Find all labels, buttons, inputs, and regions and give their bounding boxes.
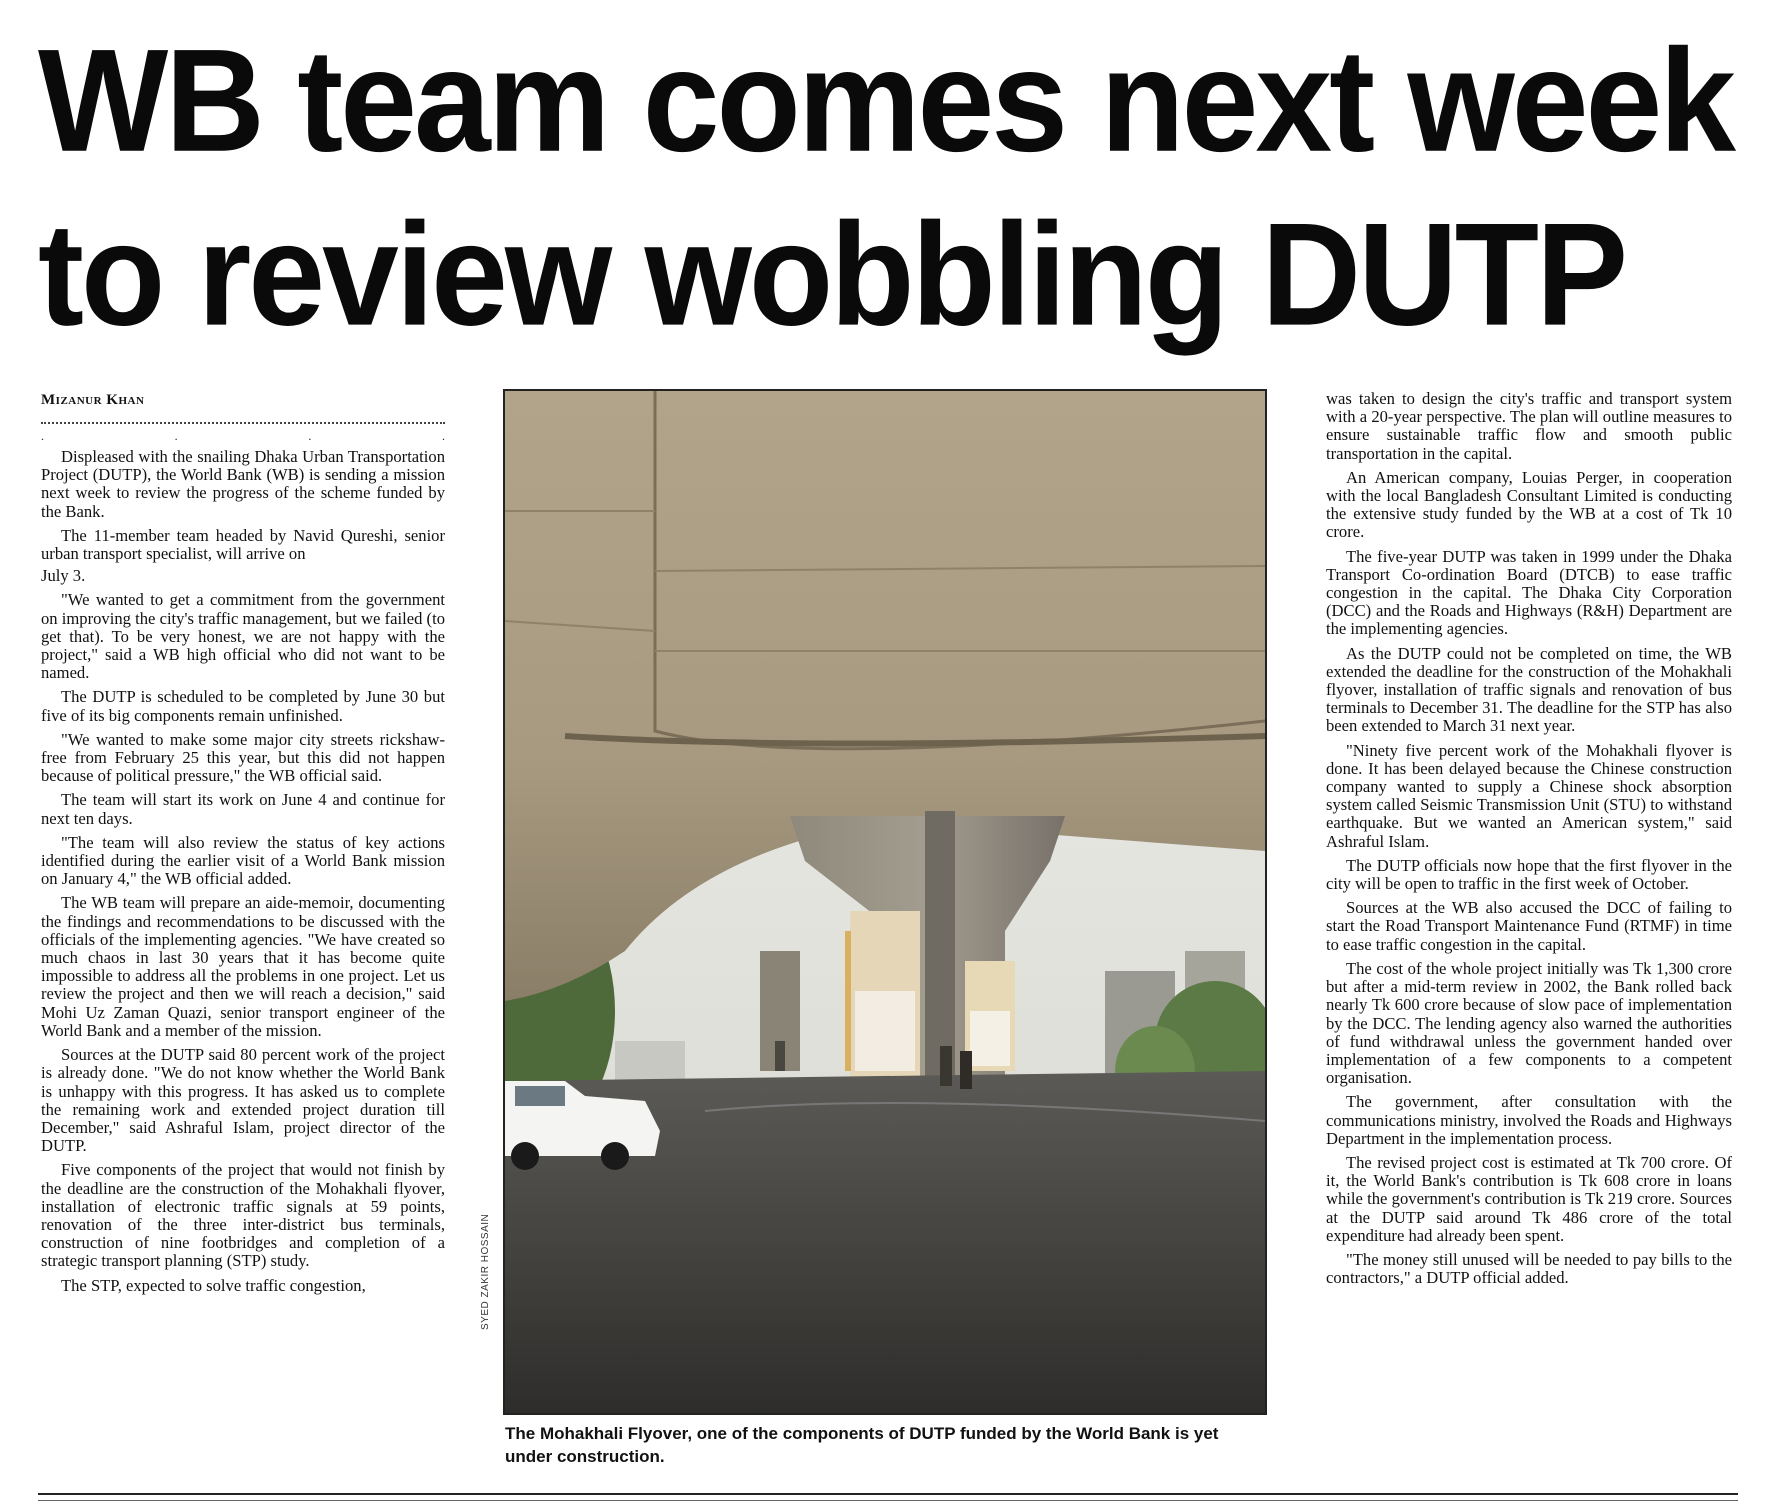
paragraph: The government, after consultation with the communications ministry, involved the Roads and Highways Department in the implementation process. bbox=[1326, 1092, 1732, 1148]
paragraph: "We wanted to get a commitment from the government on improving the city's traffic management, but we failed (to get that). To be very honest, we are not happy with the project," said a WB high official who did not want to be named. bbox=[41, 590, 445, 683]
paragraph: The STP, expected to solve traffic congestion, bbox=[61, 1275, 366, 1295]
headline bbox=[38, 14, 1738, 362]
paragraph: An American company, Louias Perger, in cooperation with the local Bangladesh Consultant Limited is conducting the extensive study funded by the WB at a cost of Tk 10 crore. bbox=[1326, 467, 1732, 542]
paragraph: The DUTP officials now hope that the first flyover in the city will be open to traffic in the first week of October. bbox=[1326, 855, 1732, 894]
paragraph: The WB team will prepare an aide-memoir, documenting the findings and recommendations to be discussed with the officials of the implementing agencies. "We have created so much chaos in last 30 years that it has become quite impossible to address all the problems in one project. Let us review the project and then we will reach a decision," said Mohi Uz Zaman Quazi, senior transport engineer of the World Bank and a member of the mission. bbox=[41, 893, 445, 1040]
paragraph: was taken to design the city's traffic and transport system with a 20-year perspective. The plan will outline measures to ensure sustainable traffic flow and smooth public transportation in the capital. bbox=[1326, 389, 1732, 463]
photo-caption: The Mohakhali Flyover, one of the components of DUTP funded by the World Bank is yet under construction. bbox=[505, 1424, 1219, 1466]
paragraph: The 11-member team headed by Navid Qureshi, senior urban transport specialist, will arrive on bbox=[41, 525, 445, 564]
paragraph: Five components of the project that would not finish by the deadline are the construction of the Mohakhali flyover, installation of electronic traffic signals at 59 points, renovation of the three inter-district bus terminals, construction of nine footbridges and completion of a strategic transport planning (STP) study. bbox=[41, 1160, 445, 1271]
paragraph: "We wanted to make some major city streets rickshaw-free from February 25 this year, but this did not happen because of political pressure," the WB official said. bbox=[41, 729, 445, 786]
paragraph: As the DUTP could not be completed on time, the WB extended the deadline for the construction of the Mohakhali flyover, installation of traffic signals and renovation of bus terminals to December 31. The deadline for the STP has also been extended to March 31 next year. bbox=[1326, 643, 1732, 736]
flyover-photo bbox=[503, 389, 1267, 1415]
article-column-3 bbox=[1326, 390, 1732, 1293]
byline-dots: . . . . bbox=[41, 429, 445, 443]
paragraph: July 3. bbox=[41, 566, 86, 586]
paragraph: The team will start its work on June 4 and continue for next ten days. bbox=[41, 790, 445, 828]
paragraph: The cost of the whole project initially was Tk 1,300 crore but after a mid-term review in 2002, the Bank rolled back nearly Tk 600 crore because of slow pace of implementation by the DCC. The lending agency also warned the authorities of fund withdrawal unless the government handed over implementation of a few components to a competent organisation. bbox=[1326, 958, 1732, 1088]
paragraph: "The team will also review the status of key actions identified during the earlier visit of a World Bank mission on January 4," the WB official added. bbox=[41, 832, 445, 889]
byline: Mizanur Khan bbox=[41, 392, 145, 408]
paragraph: "The money still unused will be needed to pay bills to the contractors," a DUTP official added. bbox=[1326, 1249, 1732, 1288]
paragraph: "Ninety five percent work of the Mohakhali flyover is done. It has been delayed because the Chinese construction company wanted to supply a Chinese shock absorption system called Seismic Transmission Unit (STU) to withstand earthquake. But we wanted an American system," said Ashraful Islam. bbox=[1326, 740, 1732, 851]
paragraph: The revised project cost is estimated at Tk 700 crore. Of it, the World Bank's contribution is Tk 608 crore in loans while the government's contribution is Tk 219 crore. Sources at the DUTP said around Tk 486 crore of the total expenditure had already been spent. bbox=[1326, 1152, 1732, 1245]
byline-divider bbox=[41, 422, 445, 426]
paragraph: Sources at the DUTP said 80 percent work of the project is already done. "We do not know whether the World Bank is unhappy with this progress. It has asked us to complete the remaining work and extended project duration till December," said Ashraful Islam, project director of the DUTP. bbox=[41, 1045, 445, 1156]
paragraph: The DUTP is scheduled to be completed by June 30 but five of its big components remain unfinished. bbox=[41, 687, 445, 725]
article-column-1 bbox=[41, 448, 445, 1301]
paragraph: The five-year DUTP was taken in 1999 under the Dhaka Transport Co-ordination Board (DTCB) to ease traffic congestion in the capital. The Dhaka City Corporation (DCC) and the Roads and Highways (R&H) Department are the implementing agencies. bbox=[1326, 546, 1732, 639]
photo-credit: SYED ZAKIR HOSSAIN bbox=[480, 1213, 491, 1330]
bottom-rule-thin bbox=[38, 1500, 1738, 1501]
bottom-rule bbox=[38, 1493, 1738, 1495]
paragraph: Displeased with the snailing Dhaka Urban Transportation Project (DUTP), the World Bank (WB) is sending a mission next week to review the progress of the scheme funded by the Bank. bbox=[41, 447, 445, 521]
headline-line-2: to review wobbling DUTP bbox=[38, 193, 1626, 357]
paragraph: Sources at the WB also accused the DCC of failing to start the Road Transport Maintenance Fund (RTMF) in time to ease traffic congestion in the capital. bbox=[1326, 898, 1732, 954]
headline-line-1: WB team comes next week bbox=[38, 19, 1734, 183]
